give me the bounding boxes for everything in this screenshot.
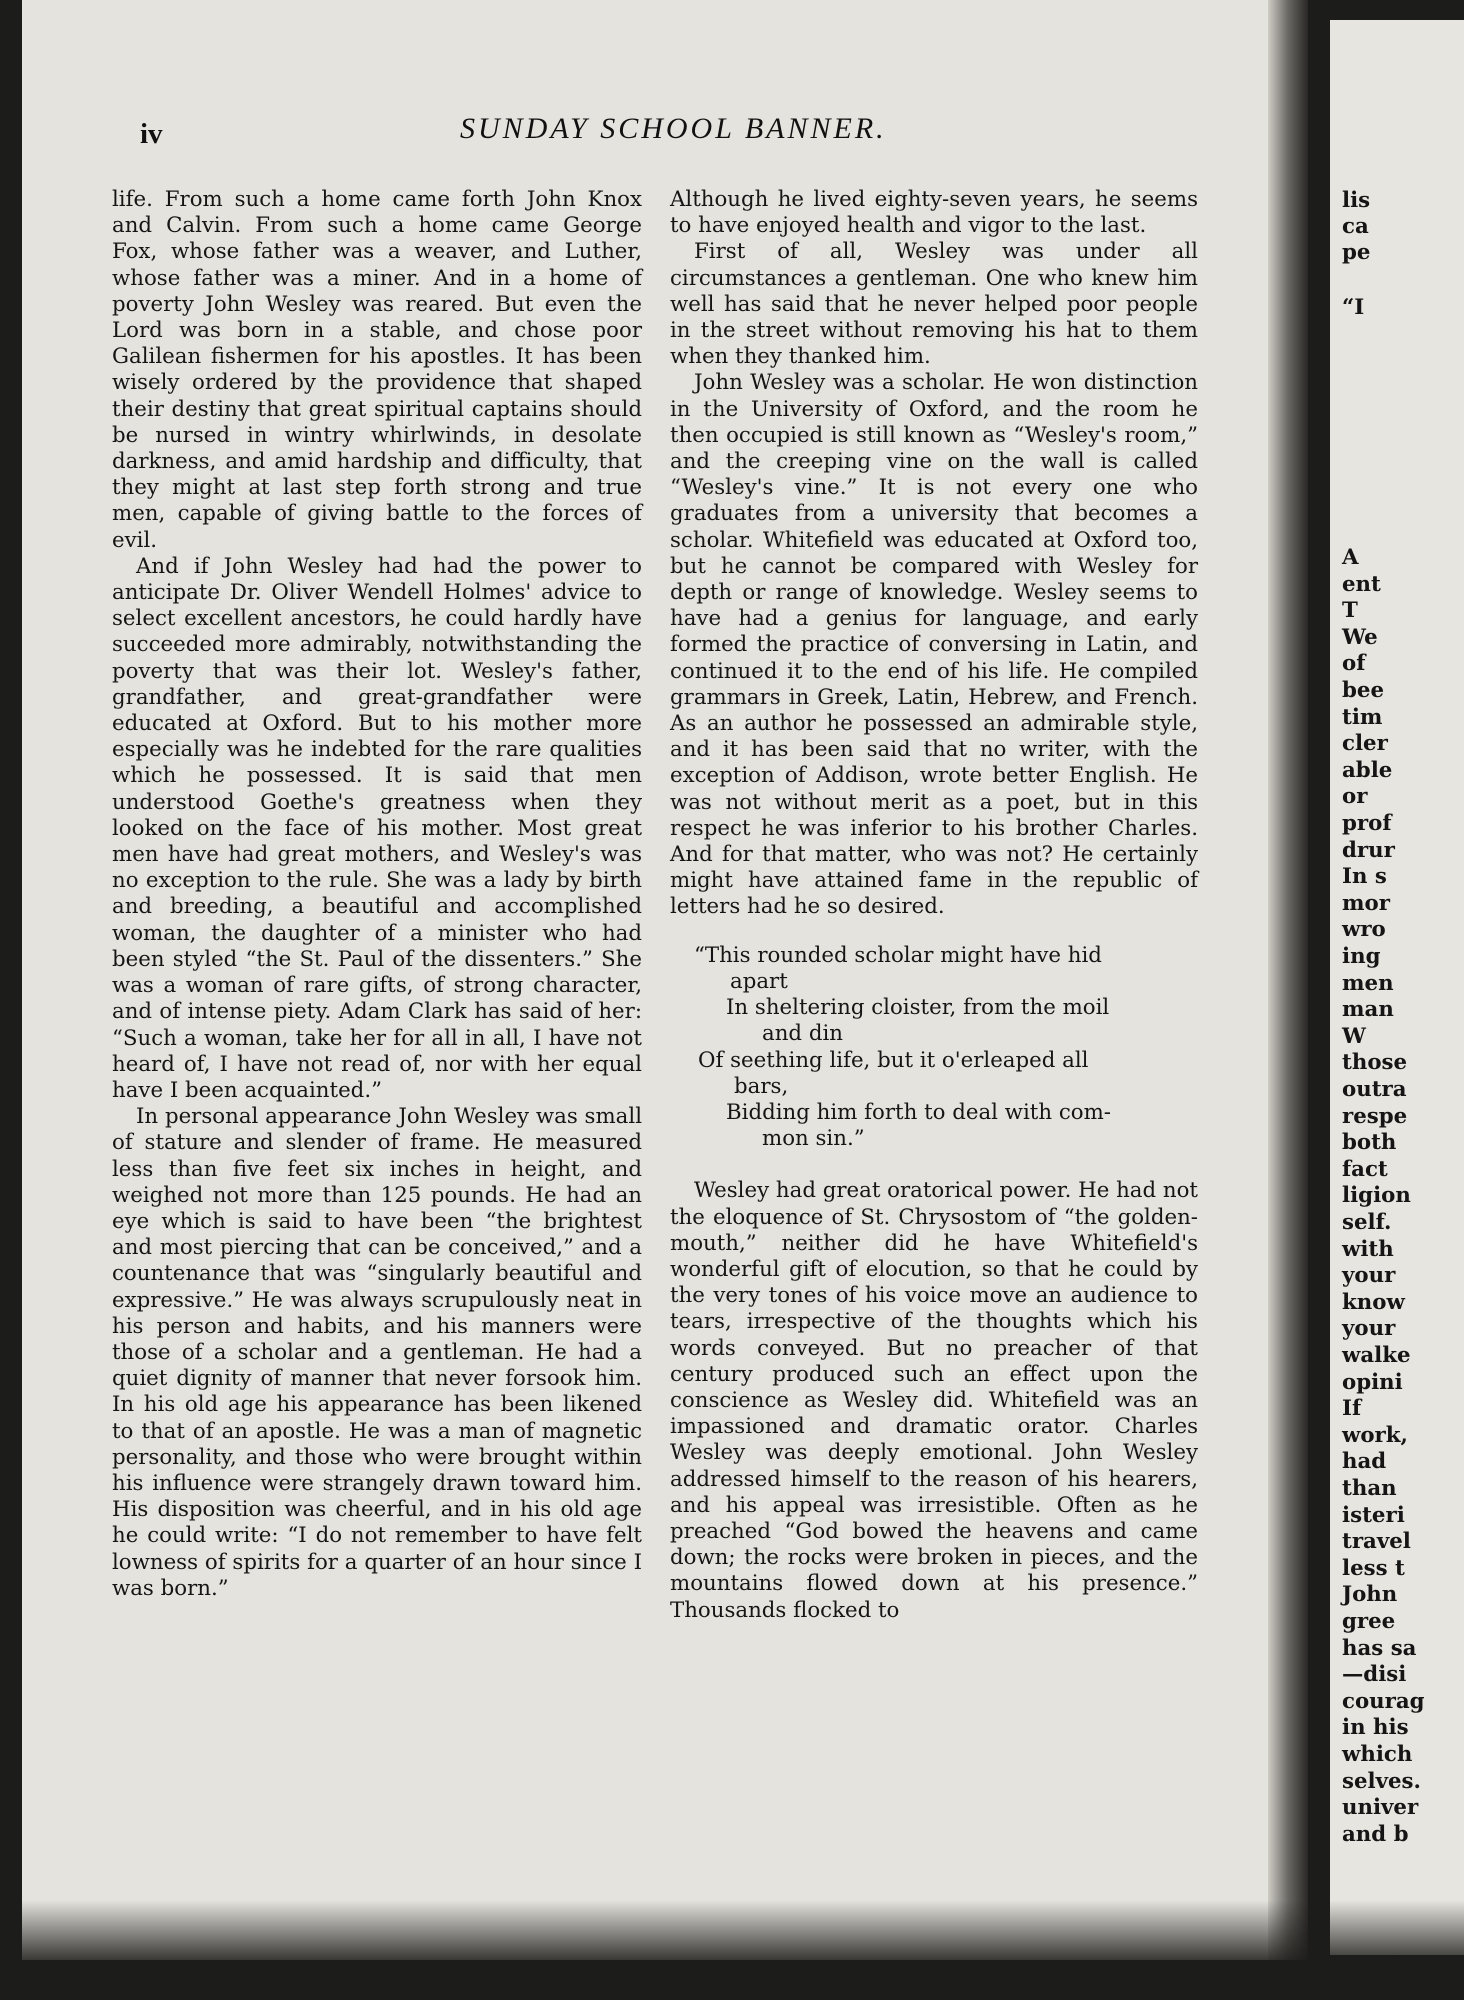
facing-page-fragment: both bbox=[1342, 1130, 1397, 1156]
facing-page-fragment: which bbox=[1342, 1742, 1413, 1767]
facing-page-fragment: your bbox=[1342, 1263, 1396, 1289]
facing-page-fragment: work, bbox=[1342, 1422, 1408, 1448]
right-column bbox=[670, 187, 1198, 1624]
facing-page-fragment: drur bbox=[1342, 837, 1395, 863]
facing-page-fragment: selves. bbox=[1342, 1768, 1421, 1794]
facing-page-fragment: know bbox=[1342, 1289, 1405, 1315]
poem-line-continuation: mon sin.” bbox=[762, 1126, 865, 1152]
facing-page-fragment: or bbox=[1342, 784, 1368, 810]
facing-page-fragment: your bbox=[1342, 1316, 1396, 1342]
facing-page-fragment: bee bbox=[1342, 678, 1384, 703]
facing-page-fragment: man bbox=[1342, 997, 1394, 1023]
facing-page-fragment: ing bbox=[1342, 944, 1381, 969]
poem-line-continuation: bars, bbox=[734, 1073, 789, 1099]
facing-page-fragment: in his bbox=[1342, 1715, 1409, 1741]
poem-line-continuation: and din bbox=[762, 1021, 843, 1047]
paragraph: Wesley had great oratorical power. He had not the eloquence of St. Chrysostom of “the golden-mouth,” neither did he have Whitefield's wonderful gift of elocution, so that he could by the very tones of his voice move an audience to tears, irrespective of the thoughts which his words conveyed. But no preacher of that century produced such an effect upon the conscience as Wesley did. Whitefield was an impassioned and dramatic orator. Charles Wesley was deeply emotional. John Wesley addressed himself to the reason of his hearers, and his appeal was irresistible. Often as he preached “God bowed the heavens and came down; the rocks were broken in pieces, and the mountains flowed down at his presence.” Thousands flocked to bbox=[670, 1178, 1198, 1623]
poem-line bbox=[670, 1100, 1198, 1152]
facing-page-fragment: men bbox=[1342, 970, 1394, 996]
poem-quote bbox=[670, 943, 1198, 1153]
facing-page-fragment: outra bbox=[1342, 1077, 1407, 1102]
facing-page-fragment: mor bbox=[1342, 890, 1390, 916]
facing-page-fragment: We bbox=[1342, 624, 1378, 650]
facing-page-fragment: has sa bbox=[1342, 1635, 1417, 1661]
page-number: iv bbox=[140, 118, 163, 150]
paragraph: John Wesley was a scholar. He won distinction in the University of Oxford, and the room he then occupied is still known as “Wesley's room,” and the creeping vine on the wall is called “Wesley's vine.” It is not every one who graduates from a university that becomes a scholar. Whitefield was educated at Oxford too, but he cannot be compared with Wesley for depth or range of knowledge. Wesley seems to have had a genius for language, and early formed the practice of conversing in Latin, and continued it to the end of his life. He compiled grammars in Greek, Latin, Hebrew, and French. As an author he possessed an admirable style, and it has been said that no writer, with the exception of Addison, wrote better English. He was not without merit as a poet, but in this respect he was inferior to his brother Charles. And for that matter, who was not? He certainly might have attained fame in the republic of letters had he so desired. bbox=[670, 370, 1198, 920]
facing-page-fragment: able bbox=[1342, 757, 1393, 783]
poem-line-text: “This rounded scholar might have hid bbox=[694, 942, 1102, 968]
facing-page-fragment: with bbox=[1342, 1236, 1394, 1262]
facing-page-fragment: than bbox=[1342, 1476, 1397, 1501]
facing-page-fragment: fact bbox=[1342, 1156, 1388, 1182]
scan-shadow bbox=[0, 1900, 1464, 2000]
facing-page-fragment: John bbox=[1342, 1582, 1398, 1608]
facing-page-fragment: In s bbox=[1342, 864, 1387, 890]
facing-page-fragment: tim bbox=[1342, 704, 1383, 730]
facing-page-fragment: had bbox=[1342, 1449, 1387, 1475]
poem-line-continuation: apart bbox=[730, 968, 788, 994]
facing-page-fragment: less t bbox=[1342, 1555, 1405, 1581]
poem-line-text: Bidding him forth to deal with com- bbox=[726, 1099, 1111, 1125]
paragraph: First of all, Wesley was under all circumstances a gentleman. One who knew him well has said that he never helped poor people in the street without removing his hat to them when they thanked him. bbox=[670, 239, 1198, 370]
facing-page-fragment: univer bbox=[1342, 1795, 1419, 1821]
poem-line-text: In sheltering cloister, from the moil bbox=[726, 995, 1110, 1021]
paragraph: In personal appearance John Wesley was small of stature and slender of frame. He measured less than five feet six inches in height, and weighed not more than 125 pounds. He had an eye which is said to have been “the brightest and most piercing that can be conceived,” and a countenance that was “singularly beautiful and expressive.” He was always scrupulously neat in his person and habits, and his manners were those of a scholar and a gentleman. He had a quiet dignity of manner that never forsook him. In his old age his appearance has been likened to that of an apostle. He was a man of magnetic personality, and those who were brought within his influence were strangely drawn toward him. His disposition was cheerful, and in his old age he could write: “I do not remember to have felt lowness of spirits for a quarter of an hour since I was born.” bbox=[112, 1104, 642, 1601]
paragraph: And if John Wesley had had the power to anticipate Dr. Oliver Wendell Holmes' advice to select excellent ancestors, he could hardly have succeeded more admirably, notwithstanding the poverty that was their lot. Wesley's father, grandfather, and great-grandfather were educated at Oxford. But to his mother more especially was he indebted for the rare qualities which he possessed. It is said that men understood Goethe's greatness when they looked on the face of his mother. Most great men have had great mothers, and Wesley's was no exception to the rule. She was a lady by birth and breeding, a beautiful and accomplished woman, the daughter of a minister who had been styled “the St. Paul of the dissenters.” She was a woman of rare gifts, of strong character, and of intense piety. Adam Clark has said of her: “Such a woman, take her for all in all, I have not heard of, I have not read of, nor with her equal have I been acquainted.” bbox=[112, 553, 642, 1103]
facing-page-fragment: walke bbox=[1342, 1343, 1411, 1368]
facing-page-fragment: A bbox=[1342, 545, 1359, 570]
facing-page-fragment: self. bbox=[1342, 1210, 1392, 1235]
poem-line bbox=[670, 1048, 1198, 1100]
page-header bbox=[140, 112, 1280, 158]
facing-page-fragment: travel bbox=[1342, 1529, 1411, 1555]
facing-page-fragment: gree bbox=[1342, 1609, 1396, 1634]
facing-page-fragment: prof bbox=[1342, 811, 1392, 836]
facing-page-fragment: ca bbox=[1342, 214, 1369, 239]
facing-page-fragment: —disi bbox=[1342, 1662, 1407, 1688]
facing-page-fragment: of bbox=[1342, 651, 1366, 677]
facing-page-fragment: isteri bbox=[1342, 1502, 1405, 1528]
facing-page-fragment: those bbox=[1342, 1050, 1408, 1076]
facing-page-fragment: W bbox=[1342, 1023, 1366, 1049]
facing-page-fragment: wro bbox=[1342, 917, 1386, 943]
facing-page-fragment: opini bbox=[1342, 1369, 1403, 1395]
poem-line bbox=[670, 943, 1198, 995]
facing-page-fragment: lis bbox=[1342, 188, 1371, 213]
poem-line-text: Of seething life, but it o'erleaped all bbox=[698, 1047, 1089, 1073]
left-column bbox=[112, 187, 642, 1602]
facing-page-fragment: ligion bbox=[1342, 1183, 1411, 1209]
poem-line bbox=[670, 995, 1198, 1047]
facing-page bbox=[1330, 20, 1464, 1955]
facing-page-fragment: “I bbox=[1342, 295, 1365, 320]
facing-page-fragment: pe bbox=[1342, 240, 1371, 265]
book-gutter bbox=[1268, 0, 1308, 1960]
facing-page-fragment: ent bbox=[1342, 571, 1381, 597]
facing-page-fragment: cler bbox=[1342, 731, 1388, 757]
facing-page-fragment: and b bbox=[1342, 1821, 1409, 1847]
facing-page-fragment: courag bbox=[1342, 1688, 1425, 1714]
facing-page-fragment: respe bbox=[1342, 1103, 1408, 1129]
paragraph: Although he lived eighty-seven years, he seems to have enjoyed health and vigor to the last. bbox=[670, 187, 1198, 239]
running-title: SUNDAY SCHOOL BANNER. bbox=[460, 112, 887, 145]
facing-page-fragment: If bbox=[1342, 1396, 1362, 1422]
facing-page-fragment: T bbox=[1342, 598, 1358, 624]
paragraph: life. From such a home came forth John Knox and Calvin. From such a home came George Fox, whose father was a weaver, and Luther, whose father was a miner. And in a home of poverty John Wesley was reared. But even the Lord was born in a stable, and chose poor Galilean fishermen for his apostles. It has been wisely ordered by the providence that shaped their destiny that great spiritual captains should be nursed in wintry whirlwinds, in desolate darkness, and amid hardship and difficulty, that they might at last step forth strong and true men, capable of giving battle to the forces of evil. bbox=[112, 187, 642, 553]
